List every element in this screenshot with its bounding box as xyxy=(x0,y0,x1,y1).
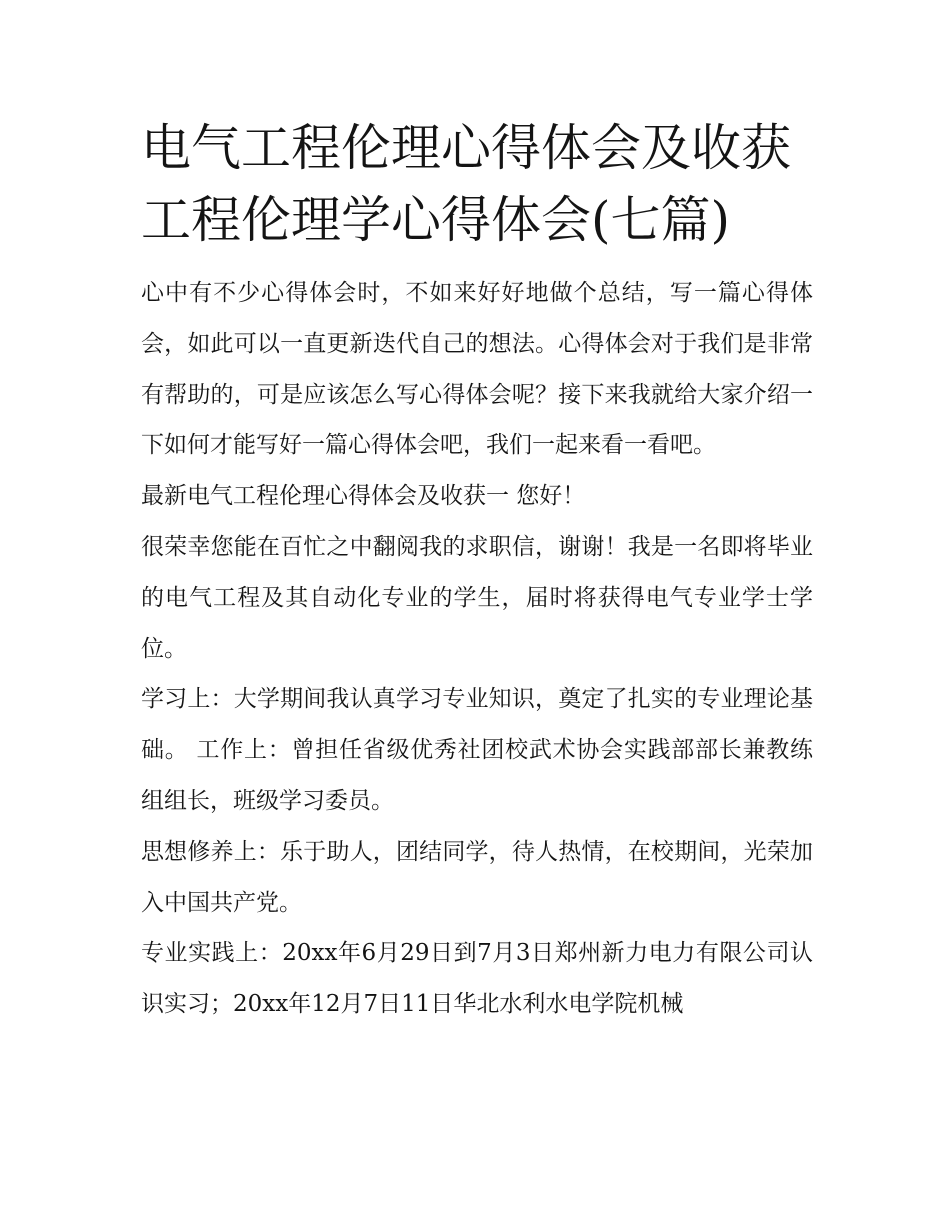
section-heading-paragraph: 最新电气工程伦理心得体会及收获一 您好！ xyxy=(141,483,586,510)
document-body xyxy=(141,112,813,1030)
intro-paragraph: 心中有不少心得体会时，不如来好好地做个总结，写一篇心得体会，如此可以一直更新迭代自己的想法。心得体会对于我们是非常有帮助的，可是应该怎么写心得体会呢？接下来我就给大家介绍一下如何才能写好一篇心得体会吧，我们一起来看一看吧。 xyxy=(141,280,813,459)
cover-letter-paragraph: 很荣幸您能在百忙之中翻阅我的求职信，谢谢！我是一名即将毕业的电气工程及其自动化专业的学生，届时将获得电气专业学士学位。 xyxy=(141,533,813,662)
document-title: 电气工程伦理心得体会及收获工程伦理学心得体会(七篇) xyxy=(141,119,791,249)
moral-cultivation-paragraph: 思想修养上：乐于助人，团结同学，待人热情，在校期间，光荣加入中国共产党。 xyxy=(141,838,813,916)
study-work-paragraph: 学习上：大学期间我认真学习专业知识，奠定了扎实的专业理论基础。 工作上：曾担任省级优秀社团校武术协会实践部部长兼教练组组长，班级学习委员。 xyxy=(141,686,813,814)
practice-paragraph: 专业实践上：20xx年6月29日到7月3日郑州新力电力有限公司认识实习；20xx年12月7日11日华北水利水电学院机械 xyxy=(141,940,813,1018)
